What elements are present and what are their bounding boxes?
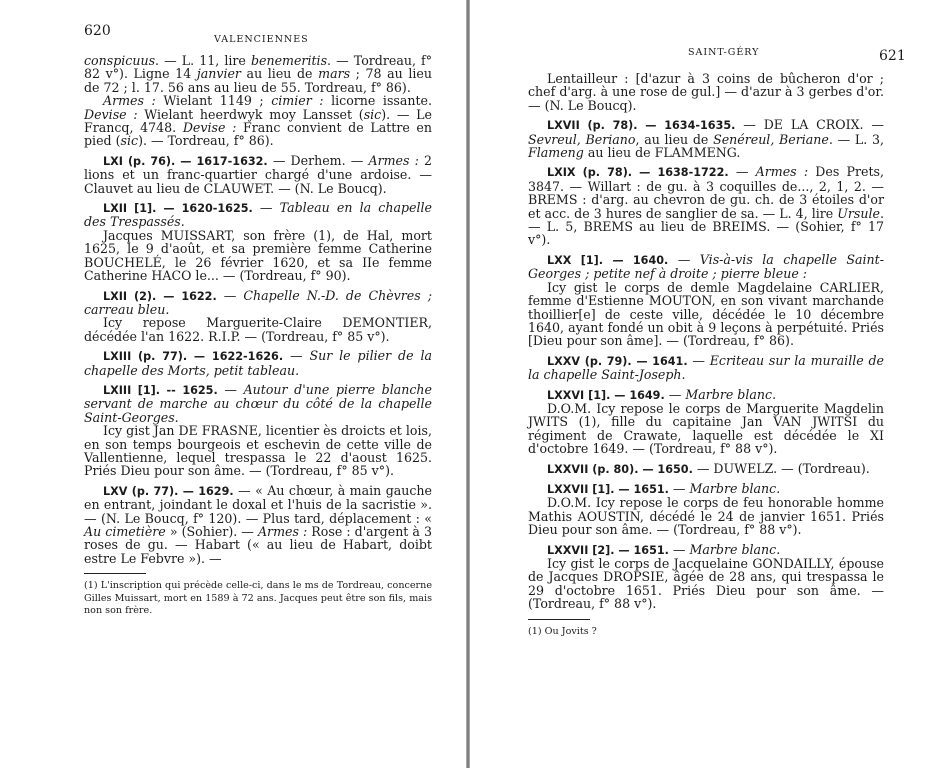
entry-lxv [84,484,432,565]
entry-heading-paragraph: LXXVI [1]. — 1649. — Marbre blanc. [547,386,777,402]
paragraph: Armes : Wielant 1149 ; cimier : licorne issante. Devise : Wielant heerdwyk moy Lansset (sic). — Le Francq, 4748. Devise : Franc convient de Lattre en pied (sic). — Tordreau, f° 86). [84,93,432,149]
entry-continuation [84,54,432,148]
entry-lxiii-1 [84,383,432,478]
paragraph: conspicuus. — L. 11, lire benemeritis. — Tordreau, f° 82 v°). Ligne 14 janvier au lieu de mars ; 78 au lieu de 72 ; l. 17. 56 ans au lieu de 55. Tordreau, f° 86). [84,53,432,95]
entry-lxii-1 [84,201,432,282]
entry-heading-paragraph: LXXVII [2]. — 1651. — Marbre blanc. [547,541,781,557]
paragraph: D.O.M. Icy repose le corps de Marguerite Magdelin JWITS (1), fille du capitaine Jan VAN JWITSI du régiment de Crawate, laquelle est décédée le XI d'octobre 1649. — (Tordreau, f° 88 v°). [528,400,884,457]
entry-lxi [84,154,432,195]
paragraph: D.O.M. Icy repose le corps de feu honorable homme Mathis AOUSTIN, décédé le 24 de janvier 1651. Priés Dieu pour son âme. — (Tordreau, f° 88 v°). [528,495,884,538]
entry-heading-paragraph: LXIII [1]. -- 1625. — Autour d'une pierre blanche servant de marche au chœur du côté de la chapelle Saint-Georges. [84,381,432,425]
entry-lxii-2 [84,289,432,344]
entry-heading-paragraph: LXII [1]. — 1620-1625. — Tableau en la chapelle des Trespassés. [84,200,432,230]
entry-lxvii [528,118,884,159]
entry-lxx-1 [528,253,884,348]
entry-lxxv [528,354,884,382]
paragraph: Jacques MUISSART, son frère (1), de Hal, mort 1625, le 9 d'août, et sa première femme Catherine BOUCHELÉ, le 26 février 1620, et sa IIe femme Catherine HACO le... — (Tordreau, f° 90). [84,227,432,284]
right-page [470,0,928,768]
entry-heading-paragraph: LXIX (p. 78). — 1638-1722. — Armes : Des Prets, 3847. — Willart : de gu. à 3 coquilles de..., 2, 1, 2. — BREMS : d'arg. au chevron de gu. ch. de 3 étoiles d'or et acc. de 3 hures de sanglier de sa. — L. 4, lire Ursule. — L. 5, BREMS au lieu de BREIMS. — (Sohier, f° 17 v°). [528,164,885,248]
entry-lxxvi-1 [528,388,884,456]
entry-continuation [528,72,884,112]
entry-heading-paragraph: LXXVII [1]. — 1651. — Marbre blanc. [547,480,781,496]
entry-heading-paragraph: LXII (2). — 1622. — Chapelle N.-D. de Chèvres ; carreau bleu. [84,287,432,317]
running-head: VALENCIENNES [214,34,309,45]
footnote-rule [84,573,146,574]
paragraph: Icy repose Marguerite-Claire DEMONTIER, décédée l'an 1622. R.I.P. — (Tordreau, f° 85 v°). [84,315,432,344]
footnote: (1) L'inscription qui précède celle-ci, dans le ms de Tordreau, concerne Gilles Muissart, mort en 1589 à 72 ans. Jacques peut être son fils, mais non son frère. [84,580,432,617]
paragraph: Lentailleur : [d'azur à 3 coins de bûcheron d'or ; chef d'arg. à une rose de gul.] — d'azur à 3 gerbes d'or. — (N. Le Boucq). [528,71,884,113]
entry-heading-paragraph: LXI (p. 76). — 1617-1632. — Derhem. — Armes : 2 lions et un franc-quartier chargé d'une ardoise. — Clauvet au lieu de CLAUWET. — (N. Le Boucq). [84,152,433,196]
running-head: SAINT-GÉRY [688,47,760,58]
paragraph: Icy gist le corps de Jacquelaine GONDAILLY, épouse de Jacques DROPSIE, âgée de 28 ans, qui trespassa le 29 d'octobre 1651. Priés Dieu pour son âme. — (Tordreau, f° 88 v°). [528,556,884,612]
entry-heading-paragraph: LXVII (p. 78). — 1634-1635. — DE LA CROIX. — Sevreul, Beriano, au lieu de Senéreul, Beriane. — L. 3, Flameng au lieu de FLAMMENG. [528,117,884,161]
entry-lxxvii [528,462,884,476]
footnote: (1) Ou Jovits ? [528,625,597,637]
entry-lxxvii-1 [528,482,884,537]
paragraph: Icy gist Jan DE FRASNE, licentier ès droicts et lois, en son temps bourgeois et eschevin de cette ville de Vallentienne, lequel trespassa le 22 d'aoust 1625. Priés Dieu pour son âme. — (Tordreau, f° 85 v°). [84,423,432,479]
footnote-rule [528,619,590,620]
entry-lxxvii-2 [528,543,884,611]
entry-lxix [528,165,884,246]
entry-lxiii [84,349,432,377]
entry-heading-paragraph: LXX [1]. — 1640. — Vis-à-vis la chapelle Saint-Georges ; petite nef à droite ; pierre bleue : [528,251,884,282]
paragraph: Icy gist le corps de demle Magdelaine CARLIER, femme d'Estienne MOUTON, en son vivant marchande thoillier[e] de ceste ville, décédée le 10 décembre 1640, ayant fondé un obit à 9 leçons à perpétuité. Priés [Dieu pour son âme]. — (Tordreau, f° 86). [528,279,884,349]
page-number: 621 [879,48,906,64]
page-body [84,54,432,618]
page-body [528,72,884,638]
entry-heading-paragraph: LXV (p. 77). — 1629. — « Au chœur, à main gauche en entrant, joindant le doxal et l'huis de la sacristie ». — (N. Le Boucq, f° 120). — Plus tard, déplacement : « Au cimetière » (Sohier). — Armes : Rose : d'argent à 3 roses de gu. — Habart (« au lieu de Habart, doibt estre Le Febvre »). — [84,482,433,566]
entry-heading-paragraph: LXIII (p. 77). — 1622-1626. — Sur le pilier de la chapelle des Morts, petit tableau. [84,348,432,378]
entry-heading-paragraph: LXXV (p. 79). — 1641. — Ecriteau sur la muraille de la chapelle Saint-Joseph. [528,352,884,383]
page-number: 620 [84,23,111,39]
entry-heading-paragraph: LXXVII (p. 80). — 1650. — DUWELZ. — (Tordreau). [547,460,870,476]
